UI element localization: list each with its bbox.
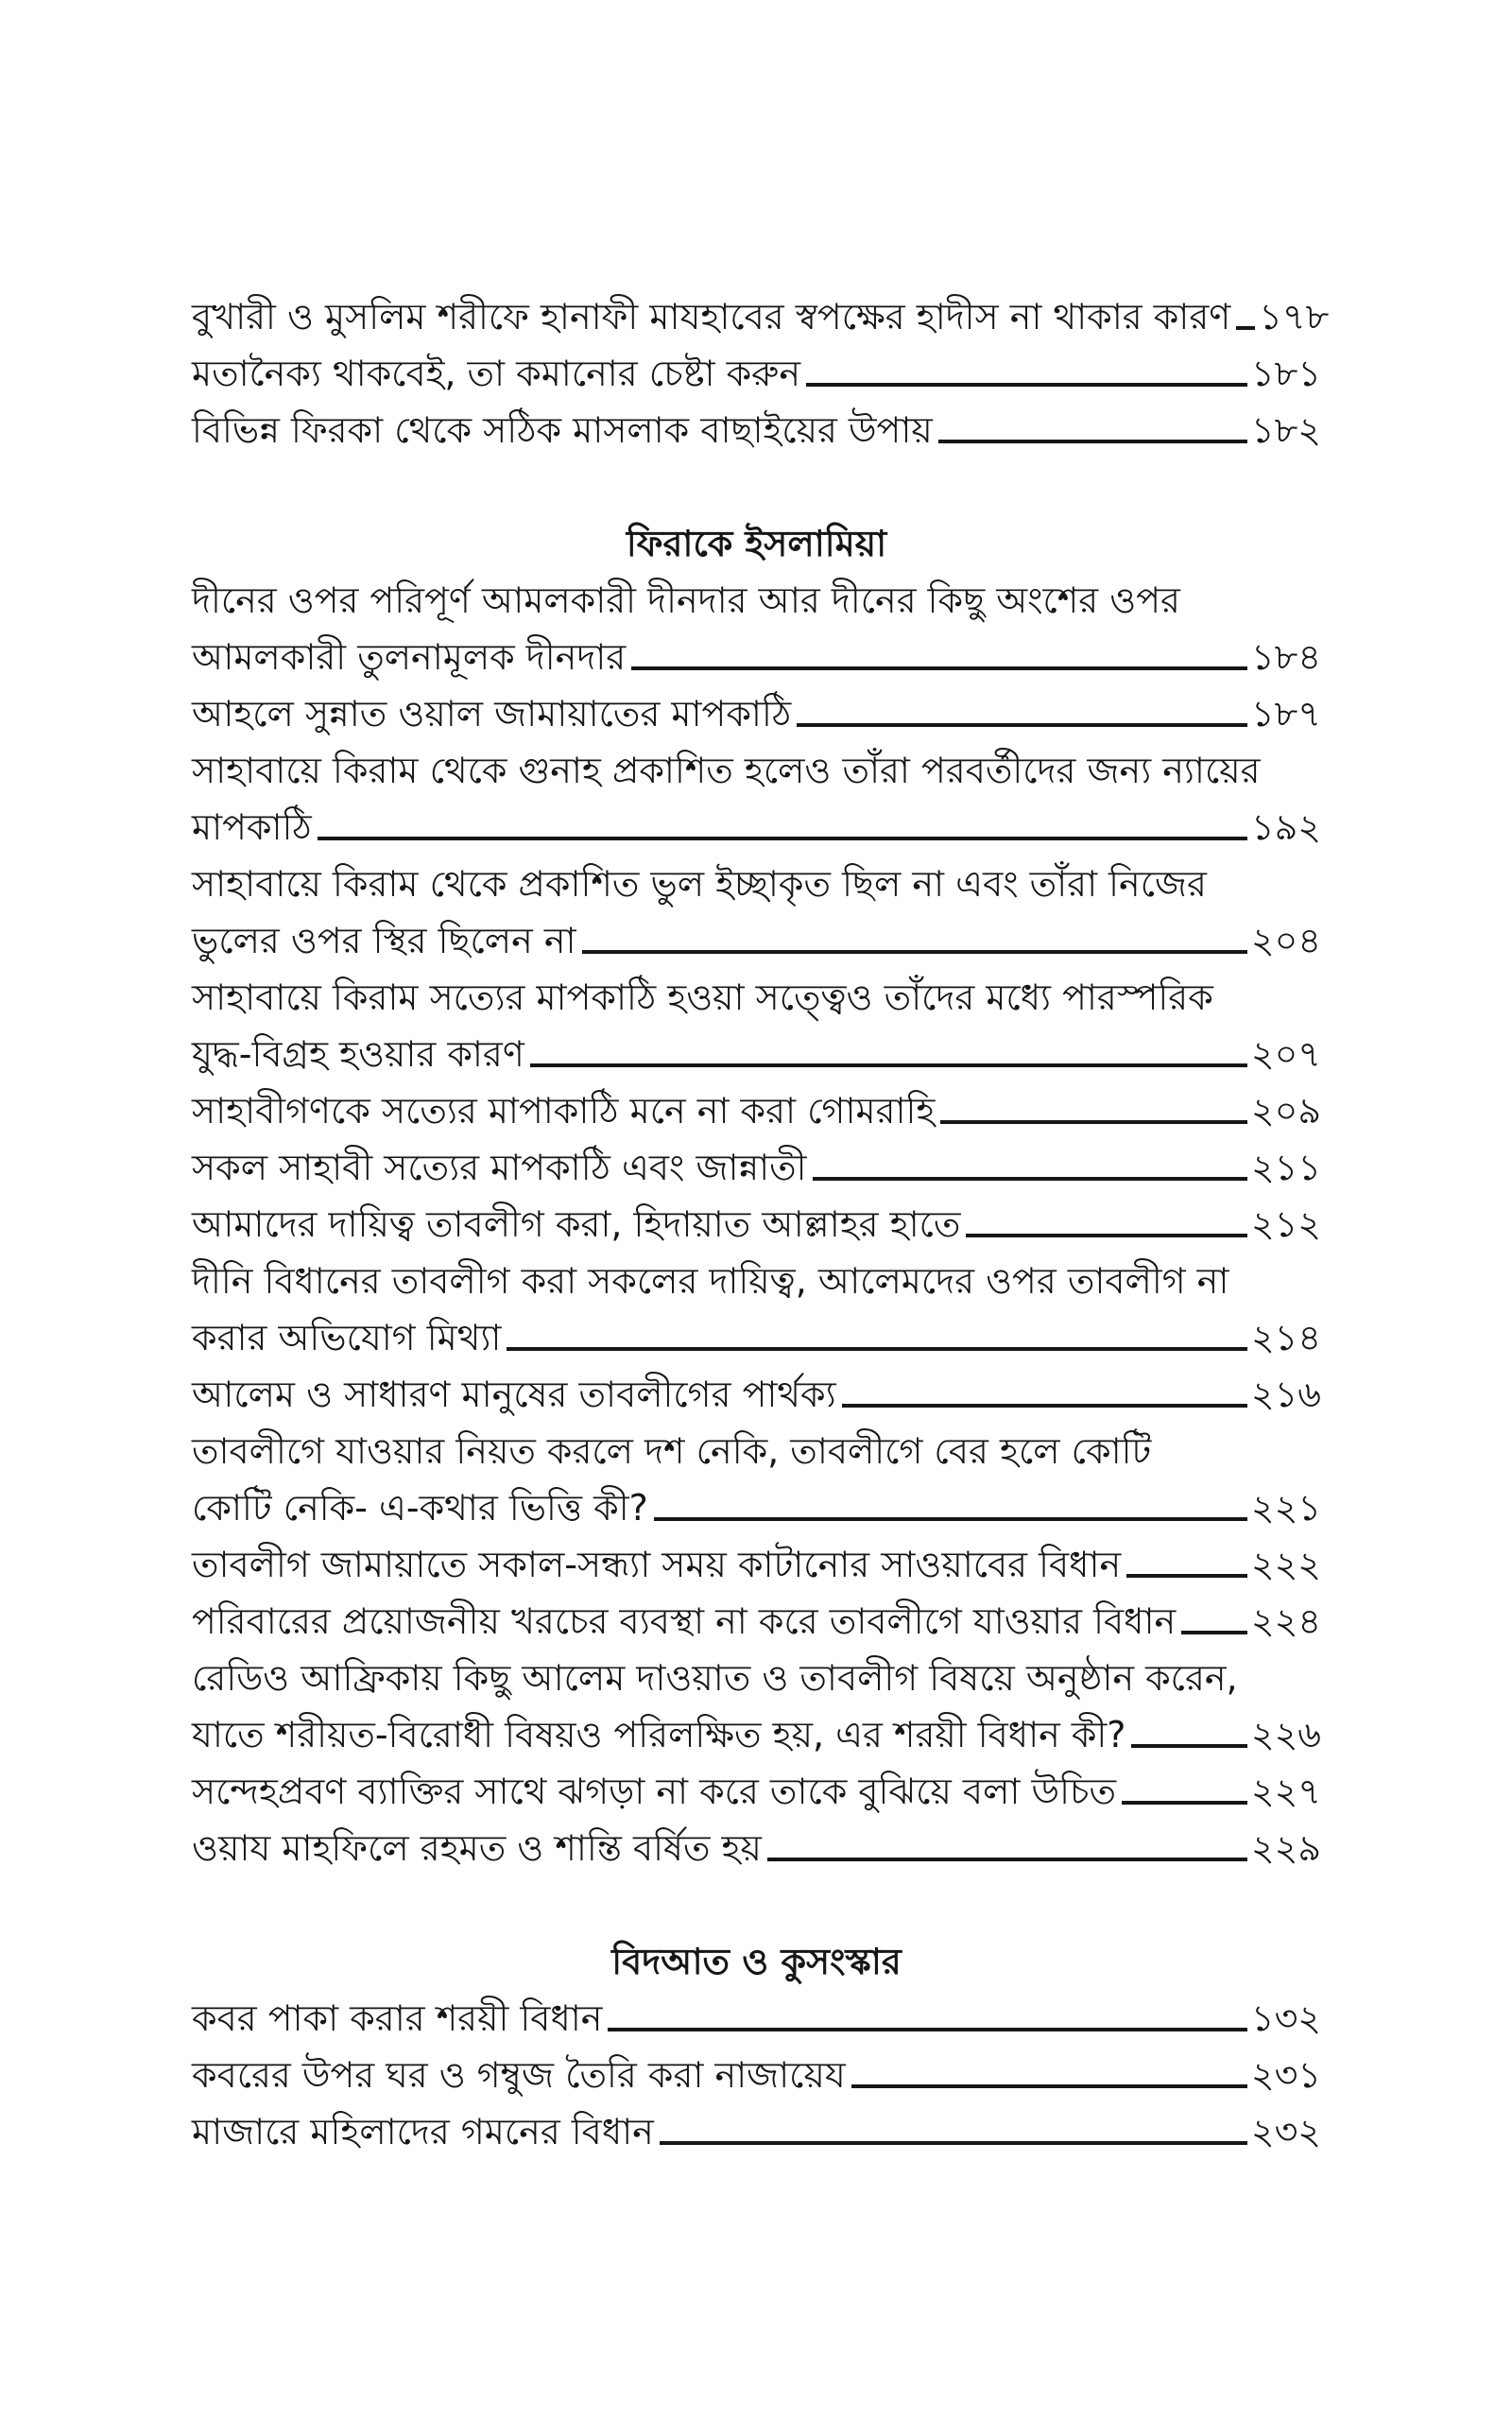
toc-entry bbox=[192, 742, 1321, 856]
dot-leader-line bbox=[582, 950, 1247, 954]
dot-leader-line bbox=[1131, 1744, 1246, 1748]
toc-entry-text: পরিবারের প্রয়োজনীয় খরচের ব্যবস্থা না করে তাবলীগে যাওয়ার বিধান bbox=[192, 1600, 1177, 1642]
toc-entry-row bbox=[192, 629, 1321, 685]
toc-page-number: ১৮৭ bbox=[1250, 693, 1321, 735]
toc-entry-text: মাপকাঠি bbox=[192, 806, 312, 848]
dot-leader-line bbox=[938, 440, 1247, 443]
toc-page-number: ২২৭ bbox=[1250, 1771, 1321, 1812]
toc-entry-row bbox=[192, 1820, 1321, 1876]
toc-entry-text: আমলকারী তুলনামূলক দীনদার bbox=[192, 636, 627, 678]
toc-page-number: ২০৪ bbox=[1250, 920, 1321, 961]
toc-page-number: ২১২ bbox=[1250, 1203, 1321, 1245]
toc-entry-row bbox=[192, 685, 1321, 742]
toc-entry-text: আলেম ও সাধারণ মানুষের তাবলীগের পার্থক্য bbox=[192, 1374, 836, 1415]
toc-entry bbox=[192, 572, 1321, 685]
toc-page-number: ২২২ bbox=[1250, 1544, 1321, 1585]
dot-leader-line bbox=[813, 1177, 1247, 1181]
dot-leader-line bbox=[767, 1858, 1247, 1861]
toc-page-number: ২১৬ bbox=[1250, 1374, 1321, 1415]
toc-entry bbox=[192, 1820, 1321, 1876]
toc-entry-text: দীনি বিধানের তাবলীগ করা সকলের দায়িত্ব, আলেমদের ওপর তাবলীগ না bbox=[192, 1260, 1229, 1302]
toc-section2-list bbox=[192, 1990, 1321, 2160]
toc-entry bbox=[192, 685, 1321, 742]
toc-entry-text: তাবলীগ জামায়াতে সকাল-সন্ধ্যা সময় কাটানোর সাওয়াবের বিধান bbox=[192, 1544, 1122, 1585]
toc-entry-row bbox=[192, 1536, 1321, 1593]
toc-page-number: ২২৪ bbox=[1250, 1600, 1321, 1642]
toc-entry-text: সাহাবায়ে কিরাম সত্যের মাপকাঠি হওয়া সত্ত্বেও তাঁদের মধ্যে পারস্পরিক bbox=[192, 977, 1213, 1018]
toc-entry-row bbox=[192, 1479, 1321, 1536]
toc-entry bbox=[192, 1196, 1321, 1253]
toc-entry-row bbox=[192, 402, 1321, 458]
toc-page-number: ১৯২ bbox=[1250, 806, 1321, 848]
toc-entry-text: বুখারী ও মুসলিম শরীফে হানাফী মাযহাবের স্বপক্ষের হাদীস না থাকার কারণ bbox=[192, 296, 1231, 337]
dot-leader-line bbox=[851, 2084, 1247, 2088]
dot-leader-line bbox=[654, 1517, 1247, 1521]
toc-entry bbox=[192, 1650, 1321, 1763]
dot-leader-line bbox=[940, 1120, 1247, 1124]
dot-leader-line bbox=[797, 723, 1247, 727]
toc-entry bbox=[192, 1763, 1321, 1820]
toc-entry bbox=[192, 1990, 1321, 2047]
toc-entry-text: রেডিও আফ্রিকায় কিছু আলেম দাওয়াত ও তাবলীগ বিষয়ে অনুষ্ঠান করেন, bbox=[192, 1657, 1238, 1699]
toc-entry-row bbox=[192, 1309, 1321, 1366]
toc-entry-row bbox=[192, 1196, 1321, 1253]
toc-entry bbox=[192, 288, 1330, 345]
dot-leader-line bbox=[631, 666, 1247, 670]
section-heading-bidat: বিদআত ও কুসংস্কার bbox=[611, 1941, 902, 1982]
toc-entry-text: ভুলের ওপর স্থির ছিলেন না bbox=[192, 920, 576, 961]
toc-entry-row bbox=[192, 345, 1321, 402]
toc-page-number: ২০৭ bbox=[1250, 1033, 1321, 1075]
toc-entry-text: তাবলীগে যাওয়ার নিয়ত করলে দশ নেকি, তাবলীগে বের হলে কোটি bbox=[192, 1430, 1152, 1472]
dot-leader-line bbox=[1236, 326, 1255, 330]
toc-page-number: ২১১ bbox=[1250, 1147, 1321, 1188]
toc-entry-row bbox=[192, 1026, 1321, 1082]
toc-entry-row bbox=[192, 1082, 1321, 1139]
toc-entry-text: সন্দেহপ্রবণ ব্যাক্তির সাথে ঝগড়া না করে তাকে বুঝিয়ে বলা উচিত bbox=[192, 1771, 1116, 1812]
toc-page-number: ২২৬ bbox=[1250, 1714, 1321, 1755]
toc-entry-text: কবর পাকা করার শরয়ী বিধান bbox=[192, 1997, 603, 2039]
toc-entry-text: দীনের ওপর পরিপূর্ণ আমলকারী দীনদার আর দীনের কিছু অংশের ওপর bbox=[192, 579, 1180, 621]
toc-entry-row bbox=[192, 288, 1330, 345]
dot-leader-line bbox=[1122, 1801, 1247, 1805]
toc-entry bbox=[192, 1082, 1321, 1139]
toc-entry-text: আমাদের দায়িত্ব তাবলীগ করা, হিদায়াত আল্লাহর হাতে bbox=[192, 1203, 961, 1245]
toc-page-number: ২১৪ bbox=[1250, 1317, 1321, 1358]
toc-entry-row bbox=[192, 799, 1321, 856]
toc-page-number: ১৮১ bbox=[1251, 353, 1321, 394]
dot-leader-line bbox=[1181, 1631, 1247, 1634]
toc-entry-text: সাহাবীগণকে সত্যের মাপাকাঠি মনে না করা গোমরাহি bbox=[192, 1090, 936, 1132]
dot-leader-line bbox=[660, 2141, 1247, 2145]
toc-entry bbox=[192, 1253, 1321, 1366]
toc-page-number: ২৩১ bbox=[1250, 2054, 1321, 2096]
toc-entry bbox=[192, 345, 1321, 402]
dot-leader-line bbox=[806, 383, 1247, 387]
toc-entry-text: যাতে শরীয়ত-বিরোধী বিষয়ও পরিলক্ষিত হয়, এর শরয়ী বিধান কী? bbox=[192, 1714, 1126, 1755]
toc-entry-row bbox=[192, 1706, 1321, 1763]
toc-section1-list bbox=[192, 572, 1321, 1876]
dot-leader-line bbox=[842, 1404, 1247, 1408]
dot-leader-line bbox=[318, 837, 1247, 840]
toc-entry-text: কোটি নেকি- এ-কথার ভিত্তি কী? bbox=[192, 1487, 648, 1529]
dot-leader-line bbox=[966, 1234, 1246, 1237]
toc-entry bbox=[192, 1423, 1321, 1536]
toc-entry-row bbox=[192, 1763, 1321, 1820]
toc-entry bbox=[192, 969, 1321, 1082]
toc-entry-text: যুদ্ধ-বিগ্রহ হওয়ার কারণ bbox=[192, 1033, 524, 1075]
toc-entry-row bbox=[192, 912, 1321, 969]
toc-entry-text: আহলে সুন্নাত ওয়াল জামায়াতের মাপকাঠি bbox=[192, 693, 792, 735]
section-heading-firake-islamiya: ফিরাকে ইসলামিয়া bbox=[626, 523, 887, 564]
toc-entry bbox=[192, 856, 1321, 969]
toc-entry-text: সাহাবায়ে কিরাম থেকে প্রকাশিত ভুল ইচ্ছাকৃত ছিল না এবং তাঁরা নিজের bbox=[192, 863, 1207, 905]
toc-entry-text: মতানৈক্য থাকবেই, তা কমানোর চেষ্টা করুন bbox=[192, 353, 801, 394]
toc-page-number: ২২১ bbox=[1250, 1487, 1321, 1529]
toc-entry-row bbox=[192, 1366, 1321, 1423]
toc-entry-text: কবরের উপর ঘর ও গম্বুজ তৈরি করা নাজায়েয bbox=[192, 2054, 846, 2096]
toc-entry-text: বিভিন্ন ফিরকা থেকে সঠিক মাসলাক বাছাইয়ের উপায় bbox=[192, 409, 933, 451]
toc-entry bbox=[192, 402, 1321, 458]
toc-page bbox=[192, 288, 1330, 2160]
toc-page-number: ২৩২ bbox=[1250, 2111, 1321, 2152]
dot-leader-line bbox=[530, 1063, 1247, 1067]
toc-entry-row bbox=[192, 2103, 1321, 2160]
toc-page-number: ১৩২ bbox=[1250, 1997, 1321, 2039]
toc-entry-row bbox=[192, 1990, 1321, 2047]
toc-page-number: ২০৯ bbox=[1250, 1090, 1321, 1132]
toc-entry bbox=[192, 2047, 1321, 2103]
dot-leader-line bbox=[608, 2028, 1246, 2031]
toc-entry-text: ওয়ায মাহফিলে রহমত ও শান্তি বর্ষিত হয় bbox=[192, 1827, 762, 1869]
toc-entry-text: করার অভিযোগ মিথ্যা bbox=[192, 1317, 502, 1358]
toc-entry bbox=[192, 1366, 1321, 1423]
toc-entry bbox=[192, 1536, 1321, 1593]
toc-entry-text: সকল সাহাবী সত্যের মাপকাঠি এবং জান্নাতী bbox=[192, 1147, 807, 1188]
toc-entry bbox=[192, 2103, 1321, 2160]
toc-page-number: ১৮৪ bbox=[1251, 636, 1321, 678]
dot-leader-line bbox=[507, 1347, 1247, 1351]
toc-page-number: ২২৯ bbox=[1250, 1827, 1321, 1869]
toc-entry-row bbox=[192, 2047, 1321, 2103]
toc-page-number: ১৭৮ bbox=[1259, 296, 1330, 337]
toc-entry-row bbox=[192, 1593, 1321, 1650]
toc-entry-row bbox=[192, 1139, 1321, 1196]
dot-leader-line bbox=[1126, 1574, 1247, 1578]
toc-intro-list bbox=[192, 288, 1330, 458]
toc-page-number: ১৮২ bbox=[1250, 409, 1321, 451]
toc-entry-text: মাজারে মহিলাদের গমনের বিধান bbox=[192, 2111, 654, 2152]
toc-entry bbox=[192, 1139, 1321, 1196]
toc-entry bbox=[192, 1593, 1321, 1650]
toc-entry-text: সাহাবায়ে কিরাম থেকে গুনাহ প্রকাশিত হলেও তাঁরা পরবর্তীদের জন্য ন্যায়ের bbox=[192, 750, 1261, 791]
